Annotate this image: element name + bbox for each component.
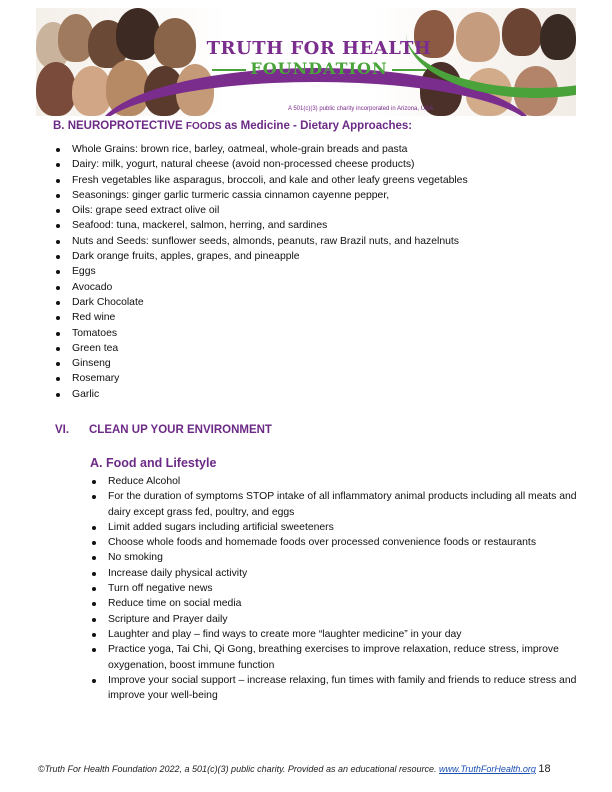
list-item: Seasonings: ginger garlic turmeric cassia cinnamon cayenne pepper,	[72, 188, 468, 203]
people-photo-left	[116, 8, 160, 60]
list-item: For the duration of symptoms STOP intake of all inflammatory animal products including all meats and dairy except grass fed, poultry, and eggs	[108, 489, 578, 520]
list-item: Seafood: tuna, mackerel, salmon, herring, and sardines	[72, 218, 468, 233]
list-item: Practice yoga, Tai Chi, Qi Gong, breathing exercises to improve relaxation, reduce stress, improve oxygenation, boost immune function	[108, 642, 578, 673]
foundation-logo	[204, 38, 434, 78]
section-vi-numeral: VI.	[55, 424, 70, 436]
section-vi-title: CLEAN UP YOUR ENVIRONMENT	[89, 424, 272, 436]
list-item: Green tea	[72, 341, 468, 356]
list-item: Red wine	[72, 310, 468, 325]
list-item: Laughter and play – find ways to create more “laughter medicine” in your day	[108, 627, 578, 642]
page-footer	[38, 763, 551, 775]
lifestyle-list	[108, 474, 578, 703]
list-item: Rosemary	[72, 371, 468, 386]
people-photo-left	[154, 18, 196, 68]
logo-text-line2: FOUNDATION	[250, 59, 388, 78]
list-item: Avocado	[72, 280, 468, 295]
list-item: Nuts and Seeds: sunflower seeds, almonds, peanuts, raw Brazil nuts, and hazelnuts	[72, 234, 468, 249]
logo-tagline: A 501(c)(3) public charity incorporated in Arizona, USA	[288, 106, 434, 112]
list-item: Tomatoes	[72, 326, 468, 341]
subsection-a-title: A. Food and Lifestyle	[90, 456, 217, 470]
list-item: Dairy: milk, yogurt, natural cheese (avoid non-processed cheese products)	[72, 157, 468, 172]
list-item: Eggs	[72, 264, 468, 279]
list-item: Ginseng	[72, 356, 468, 371]
list-item: No smoking	[108, 550, 578, 565]
page-number: 18	[538, 763, 551, 775]
list-item: Turn off negative news	[108, 581, 578, 596]
title-suffix: as Medicine - Dietary Approaches:	[221, 120, 413, 132]
header-banner	[36, 8, 576, 116]
list-item: Garlic	[72, 387, 468, 402]
logo-text-line1: TRUTH FOR HEALTH	[206, 38, 432, 59]
list-item: Choose whole foods and homemade foods over processed convenience foods or restaurants	[108, 535, 578, 550]
list-item: Improve your social support – increase relaxing, fun times with family and friends to reduce stress and improve your well-being	[108, 673, 578, 704]
title-small: FOODS	[185, 121, 222, 132]
list-item: Oils: grape seed extract olive oil	[72, 203, 468, 218]
list-item: Whole Grains: brown rice, barley, oatmeal, whole-grain breads and pasta	[72, 142, 468, 157]
footer-website-link[interactable]: www.TruthForHealth.org	[439, 764, 536, 774]
list-item: Fresh vegetables like asparagus, broccoli, and kale and other leafy greens vegetables	[72, 173, 468, 188]
title-prefix: B. NEUROPROTECTIVE	[53, 120, 186, 132]
neuroprotective-foods-list	[72, 142, 468, 402]
list-item: Increase daily physical activity	[108, 566, 578, 581]
logo-rule-left	[212, 69, 246, 71]
list-item: Scripture and Prayer daily	[108, 612, 578, 627]
list-item: Dark orange fruits, apples, grapes, and pineapple	[72, 249, 468, 264]
list-item: Reduce time on social media	[108, 596, 578, 611]
logo-rule-right	[392, 69, 426, 71]
list-item: Reduce Alcohol	[108, 474, 578, 489]
section-b-title	[53, 120, 412, 132]
footer-text: ©Truth For Health Foundation 2022, a 501(c)(3) public charity. Provided as an educational resource.	[38, 764, 440, 774]
list-item: Dark Chocolate	[72, 295, 468, 310]
list-item: Limit added sugars including artificial sweeteners	[108, 520, 578, 535]
people-photo-left	[36, 62, 76, 116]
